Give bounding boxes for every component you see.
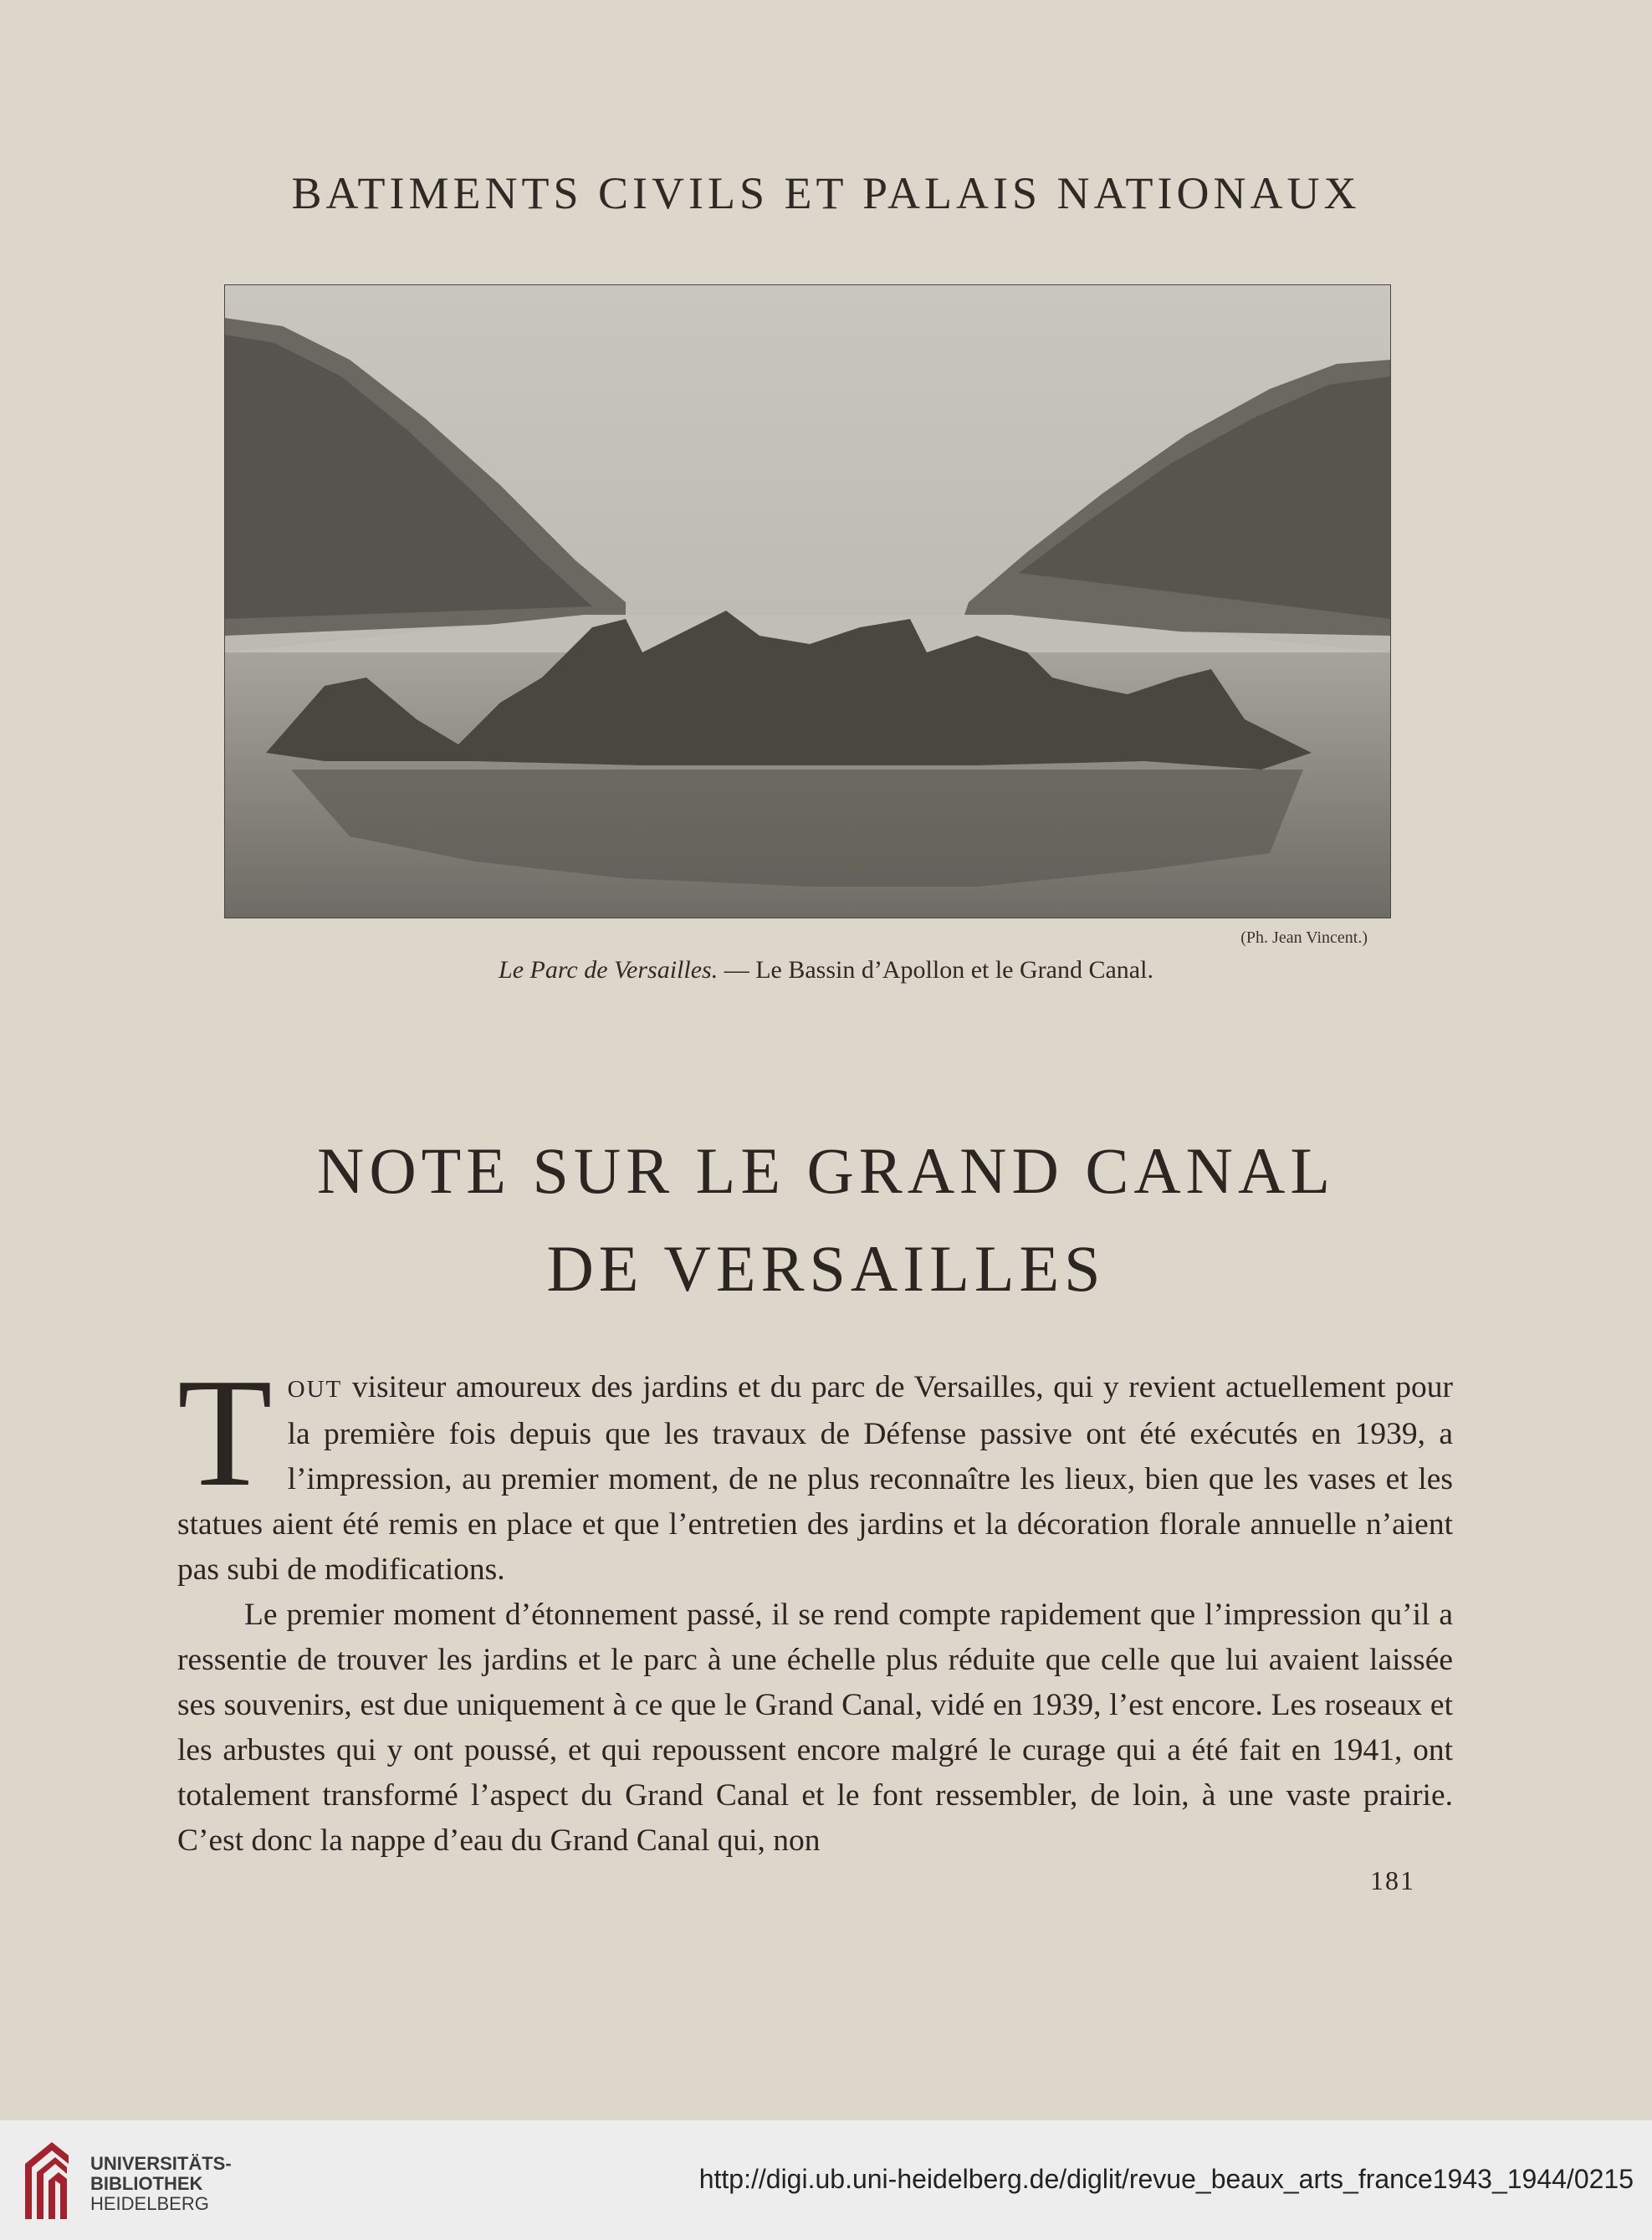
library-name (90, 2154, 232, 2214)
small-caps-lead: OUT (287, 1376, 343, 1403)
article-body (177, 1347, 1453, 1864)
source-url-link[interactable]: http://digi.ub.uni-heidelberg.de/diglit/revue_beaux_arts_france1943_1944/0215 (698, 2164, 1634, 2194)
library-footer (0, 2120, 1652, 2240)
paragraph-1 (177, 1347, 1453, 1593)
drop-cap: T (177, 1347, 273, 1519)
photo-bassin-apollon (224, 284, 1391, 918)
library-name-line-2: BIBLIOTHEK (90, 2173, 203, 2194)
figure-caption (0, 956, 1652, 984)
running-head: BATIMENTS CIVILS ET PALAIS NATIONAUX (291, 168, 1361, 218)
caption-italic: Le Parc de Versailles. (499, 956, 719, 984)
library-logo-icon (18, 2139, 74, 2222)
article-title-line-1: NOTE SUR LE GRAND CANAL (317, 1134, 1335, 1207)
paragraph-1-text: visiteur amoureux des jardins et du parc de Versailles, qui y revient actuellement pour la première fois depuis que les travaux de Défense passive ont été exécutés en 1939, a l’impression, au premier moment, de ne plus reconnaître les lieux, bien que les vases et les statues aient été remis en place et que l’entretien des jardins et la décoration florale annuelle n’aient pas subi de modifications. (177, 1370, 1453, 1587)
library-name-line-3: HEIDELBERG (90, 2193, 209, 2214)
photo-image (224, 284, 1391, 918)
page-number: 181 (1370, 1865, 1415, 1895)
caption-text: — Le Bassin d’Apollon et le Grand Canal. (718, 956, 1153, 984)
photo-credit: (Ph. Jean Vincent.) (1240, 928, 1368, 947)
article-title-line-2: DE VERSAILLES (546, 1232, 1106, 1305)
paragraph-2: Le premier moment d’étonnement passé, il se rend compte rapidement que l’impression qu’il a ressentie de trouver les jardins et le parc à une échelle plus réduite que celle que lui avaient laissée ses souvenirs, est due uniquement à ce que le Grand Canal, vidé en 1939, l’est encore. Les roseaux et les arbustes qui y ont poussé, et qui repoussent encore malgré le curage qui a été fait en 1941, ont totalement transformé l’aspect du Grand Canal et le font ressembler, de loin, à une vaste prairie. C’est donc la nappe d’eau du Grand Canal qui, non (177, 1598, 1453, 1858)
library-name-line-1: UNIVERSITÄTS- (90, 2153, 232, 2174)
